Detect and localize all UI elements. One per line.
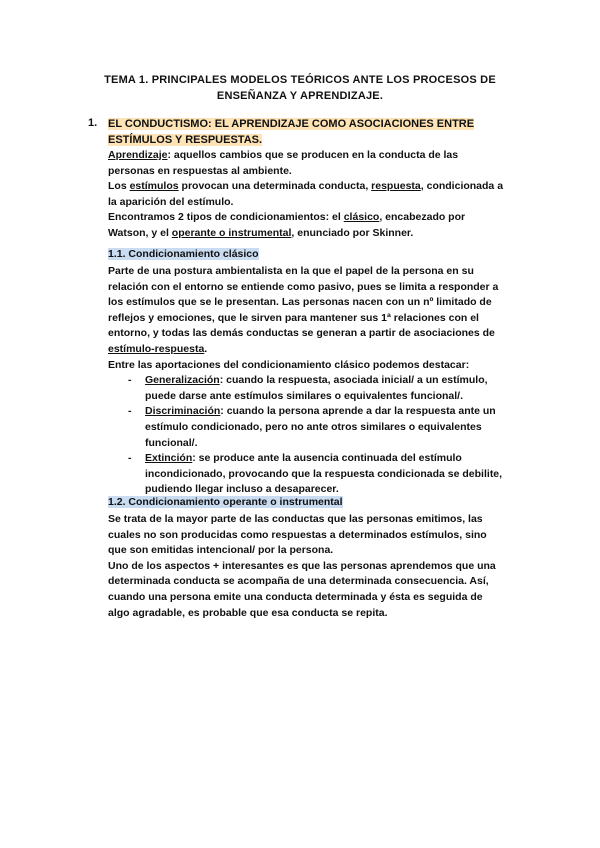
list-item [108,404,508,451]
section-heading-line1: EL CONDUCTISMO: EL APRENDIZAJE COMO ASOCIACIONES ENTRE [108,118,475,130]
paragraph-line: estímulo condicionado, pero no ante otros similares o equivalentes [145,420,482,433]
section11-body [108,264,508,498]
paragraph-text: : se produce ante la ausencia continuada del estímulo [192,452,462,465]
dash-bullet: - [128,405,132,418]
paragraph-text: provocan una determinada conducta, [178,180,372,193]
paragraph-line: funcional/. [145,436,198,449]
subsection-heading-1-2 [108,496,343,508]
document-title-line1: TEMA 1. PRINCIPALES MODELOS TEÓRICOS ANTE LOS PROCESOS DE [104,74,496,86]
paragraph-text: : cuando la persona aprende a dar la respuesta ante un [220,405,496,418]
paragraph-line: Uno de los aspectos + interesantes es que las personas aprendemos que una [108,559,496,572]
paragraph-line: Parte de una postura ambientalista en la que el papel de la persona en su [108,265,474,277]
paragraph-text: Encontramos 2 tipos de condicionamientos: el [108,211,344,224]
paragraph-line: incondicionado, provocando que la respuesta condicionada se debilite, [145,467,503,480]
dash-bullet: - [128,452,132,465]
paragraph-text: Los [108,180,130,193]
paragraph-text: , encabezado por [379,211,466,224]
term-extincion: Extinción [145,452,193,465]
paragraph-text: , condicionada a [420,180,504,193]
paragraph-line: los estímulos que se le presentan. Las personas nacen con un nº limitado de [108,296,492,309]
term-clasico: clásico [343,211,380,224]
paragraph-line: reflejos y emociones, que le sirven para mantener sus 1ª relaciones con el [108,311,479,324]
list-item [108,451,508,498]
paragraph-line: pudiendo llegar incluso a desaparecer. [145,483,339,496]
paragraph-text: : aquellos cambios que se producen en la conducta de las [167,149,459,161]
paragraph-text: . [204,342,208,355]
term-operante: operante o instrumental [171,226,292,239]
paragraph-line: determinada conducta se acompaña de una determinada consecuencia. Así, [108,575,489,588]
term-discriminacion: Discriminación [145,405,221,418]
section-heading-line2: ESTÍMULOS Y RESPUESTAS. [108,133,263,146]
term-estimulo-respuesta: estímulo-respuesta [108,342,205,355]
paragraph-line: puede darse ante estímulos similares o equivalentes funcional/. [145,389,464,402]
term-aprendizaje: Aprendizaje [108,149,168,161]
paragraph-line: cuando una persona emite una conducta determinada y ésta es seguida de [108,590,483,603]
paragraph-text: : cuando la respuesta, asociada inicial/ a un estímulo, [219,374,488,387]
paragraph-text: , enunciado por Skinner. [291,226,414,239]
paragraph-line: cuales no son producidas como respuestas a determinados estímulos, sino [108,528,487,541]
document-title-line2: ENSEÑANZA Y APRENDIZAJE. [216,90,384,102]
term-generalizacion: Generalización [145,374,220,387]
paragraph-text: Watson, y el [108,226,172,239]
paragraph-line: entorno, y todas las demás conductas se generan a partir de asociaciones de [108,327,495,340]
section1-body [108,148,508,242]
paragraph-text: la aparición del estímulo. [108,195,234,208]
paragraph-line: algo agradable, es probable que esa conducta se repita. [108,606,388,619]
section12-body [108,512,508,621]
paragraph-text: personas en respuestas al ambiente. [108,164,292,177]
section-heading [108,117,508,148]
subsection-heading-text: 1.1. Condicionamiento clásico [108,248,259,260]
term-respuesta: respuesta [371,180,421,193]
section-number: 1. [88,117,98,129]
paragraph-line: Se trata de la mayor parte de las conductas que las personas emitimos, las [108,513,483,525]
paragraph-line: relación con el entorno se entiende como pasivo, pues se limita a responder a [108,280,499,293]
subsection-heading-text: 1.2. Condicionamiento operante o instrumental [108,496,343,508]
subsection-heading-1-1 [108,248,259,260]
paragraph-line: que son emitidas intencional/ por la persona. [108,544,334,557]
paragraph-line: Entre las aportaciones del condicionamiento clásico podemos destacar: [108,358,470,371]
dash-bullet: - [128,374,132,387]
list-item [108,373,508,404]
term-estimulos: estímulos [129,180,179,193]
